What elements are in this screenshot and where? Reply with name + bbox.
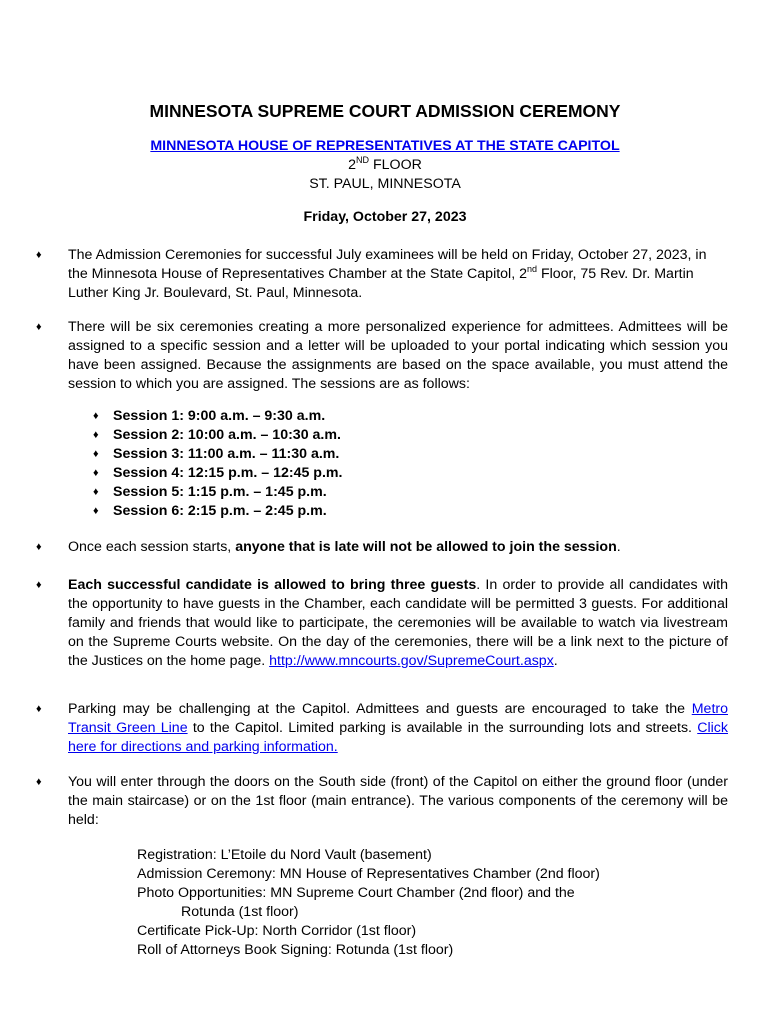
text-run: The Admission Ceremonies for successful July examinees will be held on Friday, October 27, 2023, in the Minnesota House of Representatives Chamber at the State Capitol, 2	[68, 247, 707, 282]
diamond-bullet-icon: ♦	[36, 703, 42, 715]
text-run: to the Capitol. Limited parking is available in the surrounding lots and streets.	[187, 720, 698, 736]
text-run: .	[616, 539, 621, 555]
ordinal-suffix: nd	[527, 264, 538, 274]
bullet-text	[68, 246, 728, 303]
diamond-bullet-icon: ♦	[93, 410, 99, 422]
session-label: Session 3: 11:00 a.m. – 11:30 a.m.	[113, 446, 340, 462]
diamond-bullet-icon: ♦	[36, 321, 42, 333]
directions-link[interactable]: Click here for directions and parking information.	[68, 720, 728, 755]
component-signing: Roll of Attorneys Book Signing: Rotunda (1st floor)	[137, 942, 454, 958]
bullet-text: There will be six ceremonies creating a more personalized experience for admittees. Admittees will be assigned to a specific session and a letter will be uploaded to your portal indicating which session you have been assigned. Because the assignments are based on the space available, you must attend the session to which you are assigned. The sessions are as follows:	[68, 319, 728, 392]
text-run: .	[553, 653, 558, 669]
floor-suffix: ND	[356, 155, 370, 165]
session-item	[93, 483, 342, 502]
session-item	[93, 502, 342, 521]
bold-text: anyone that is late will not be allowed to join the session	[235, 539, 617, 555]
bullet-entrance	[36, 773, 728, 830]
ceremony-date: Friday, October 27, 2023	[303, 209, 467, 225]
bullet-guests	[36, 576, 728, 671]
venue-link[interactable]: MINNESOTA HOUSE OF REPRESENTATIVES AT THE STATE CAPITOL	[150, 138, 620, 154]
session-label: Session 5: 1:15 p.m. – 1:45 p.m.	[113, 484, 327, 500]
diamond-bullet-icon: ♦	[36, 579, 42, 591]
diamond-bullet-icon: ♦	[36, 541, 42, 553]
session-item	[93, 464, 342, 483]
bullet-sessions-intro	[36, 318, 728, 394]
component-photo: Photo Opportunities: MN Supreme Court Chamber (2nd floor) and the	[137, 885, 575, 901]
component-certificate: Certificate Pick-Up: North Corridor (1st floor)	[137, 923, 417, 939]
diamond-bullet-icon: ♦	[36, 776, 42, 788]
text-run: Parking may be challenging at the Capitol. Admittees and guests are encouraged to take the	[68, 701, 692, 717]
session-list	[93, 407, 342, 521]
bullet-late-policy	[36, 538, 728, 557]
bullet-text	[68, 538, 728, 557]
diamond-bullet-icon: ♦	[36, 249, 42, 261]
text-run: . In order to provide all candidates with the opportunity to have guests in the Chamber, each candidate will be permitted 3 guests. For additional family and friends that would like to participate, the ceremonies will be available to watch via livestream on the Supreme Courts website. On the day of the ceremonies, there will be a link next to the picture of the Justices on the home page.	[68, 577, 729, 669]
bullet-ceremony-location	[36, 246, 728, 303]
venue-city: ST. PAUL, MINNESOTA	[309, 176, 461, 192]
text-run: Once each session starts,	[68, 539, 236, 555]
session-item	[93, 407, 342, 426]
diamond-bullet-icon: ♦	[93, 505, 99, 517]
text-run: Floor, 75 Rev. Dr. Martin Luther King Jr. Boulevard, St. Paul, Minnesota.	[68, 266, 694, 301]
diamond-bullet-icon: ♦	[93, 486, 99, 498]
venue-floor	[0, 156, 770, 175]
session-label: Session 6: 2:15 p.m. – 2:45 p.m.	[113, 503, 327, 519]
bold-text: Each successful candidate is allowed to bring three guests	[68, 577, 477, 593]
bullet-parking	[36, 700, 728, 757]
session-label: Session 4: 12:15 p.m. – 12:45 p.m.	[113, 465, 343, 481]
component-registration: Registration: L’Etoile du Nord Vault (basement)	[137, 847, 432, 863]
diamond-bullet-icon: ♦	[93, 467, 99, 479]
supreme-court-link[interactable]: http://www.mncourts.gov/SupremeCourt.aspx	[269, 653, 554, 669]
bullet-text: You will enter through the doors on the South side (front) of the Capitol on either the ground floor (under the main staircase) or on the 1st floor (main entrance). The various components of the ceremony will be held:	[68, 774, 728, 828]
diamond-bullet-icon: ♦	[93, 429, 99, 441]
bullet-text	[68, 700, 728, 757]
bullet-text	[68, 576, 728, 671]
diamond-bullet-icon: ♦	[93, 448, 99, 460]
venue-block	[0, 137, 770, 194]
floor-number: 2	[348, 157, 357, 173]
session-item	[93, 426, 342, 445]
component-ceremony: Admission Ceremony: MN House of Representatives Chamber (2nd floor)	[137, 866, 600, 882]
session-label: Session 1: 9:00 a.m. – 9:30 a.m.	[113, 408, 326, 424]
ceremony-components	[137, 846, 737, 960]
session-item	[93, 445, 342, 464]
component-photo-continued: Rotunda (1st floor)	[181, 904, 299, 920]
green-line-link[interactable]: Metro Transit Green Line	[68, 701, 728, 736]
session-label: Session 2: 10:00 a.m. – 10:30 a.m.	[113, 427, 341, 443]
page-title: MINNESOTA SUPREME COURT ADMISSION CEREMONY	[149, 101, 621, 121]
floor-label: FLOOR	[369, 157, 422, 173]
